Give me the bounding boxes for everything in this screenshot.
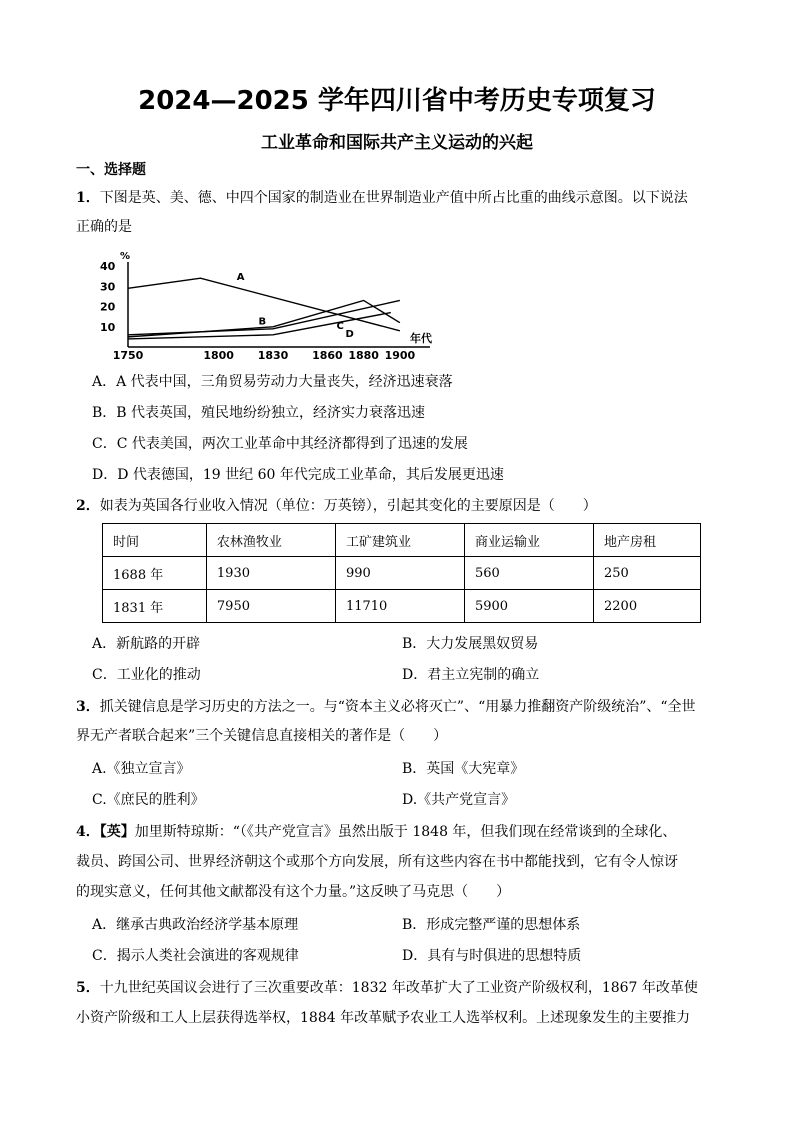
manufacturing-share-chart bbox=[100, 252, 460, 362]
y-axis-unit-label: % bbox=[120, 252, 131, 262]
income-table bbox=[102, 523, 701, 623]
table-cell: 1930 bbox=[206, 557, 335, 590]
chart-ticks bbox=[100, 252, 433, 362]
question-1-text-1: 下图是英、美、德、中四个国家的制造业在世界制造业产值中所占比重的曲线示意图。以下说法 bbox=[99, 190, 688, 206]
x-axis-label: 年代 bbox=[410, 332, 432, 345]
question-1-option-c[interactable]: C．C 代表美国，两次工业革命中其经济都得到了迅速的发展 bbox=[92, 436, 468, 452]
question-3-option-b[interactable]: B．英国《大宪章》 bbox=[402, 761, 525, 777]
section-heading: 一、选择题 bbox=[76, 162, 146, 178]
x-tick-label: 1830 bbox=[257, 349, 289, 362]
table-header-cell: 商业运输业 bbox=[464, 524, 593, 557]
chart-series bbox=[128, 278, 400, 339]
question-2-number: 2． bbox=[76, 498, 100, 514]
page-subtitle: 工业革命和国际共产主义运动的兴起 bbox=[261, 133, 533, 153]
question-1-option-a[interactable]: A．A 代表中国，三角贸易劳动力大量丧失，经济迅速衰落 bbox=[92, 374, 453, 390]
question-5-stem-line-1 bbox=[76, 978, 698, 998]
question-2-option-a[interactable]: A．新航路的开辟 bbox=[92, 636, 201, 652]
table-header-cell: 农林渔牧业 bbox=[206, 524, 335, 557]
question-2-stem bbox=[76, 496, 597, 516]
table-cell: 250 bbox=[594, 557, 701, 590]
question-3-option-d[interactable]: D.《共产党宣言》 bbox=[402, 792, 516, 808]
question-4-number: 4． bbox=[76, 824, 100, 840]
table-cell: 1831 年 bbox=[103, 590, 207, 623]
question-4-stem-line-2: 裁员、跨国公司、世界经济朝这个或那个方向发展，所有这些内容在书中都能找到，它有令人惊讶 bbox=[76, 854, 678, 870]
question-1-number: 1． bbox=[76, 190, 100, 206]
x-tick-label: 1900 bbox=[384, 349, 416, 362]
table-cell: 2200 bbox=[594, 590, 701, 623]
table-cell: 5900 bbox=[464, 590, 593, 623]
question-4-text-1: 加里斯特琼斯：“（《共产党宣言》虽然出版于 1848 年，但我们现在经常谈到的全球化、 bbox=[134, 824, 677, 840]
series-label-b: B bbox=[258, 316, 267, 328]
table-header-cell: 地产房租 bbox=[594, 524, 701, 557]
question-2-text: 如表为英国各行业收入情况（单位：万英镑），引起其变化的主要原因是（ ） bbox=[99, 498, 597, 514]
question-3-option-c[interactable]: C.《庶民的胜利》 bbox=[92, 792, 205, 808]
x-tick-label: 1750 bbox=[112, 349, 144, 362]
table-header-row bbox=[103, 524, 701, 557]
question-1-stem-line-1 bbox=[76, 188, 688, 208]
question-4-option-d[interactable]: D．具有与时俱进的思想特质 bbox=[402, 948, 582, 964]
question-4-option-b[interactable]: B．形成完整严谨的思想体系 bbox=[402, 917, 581, 933]
y-tick-label: 10 bbox=[100, 320, 116, 334]
table-header-cell: 时间 bbox=[103, 524, 207, 557]
table-cell: 1688 年 bbox=[103, 557, 207, 590]
series-label-c: C bbox=[336, 320, 344, 332]
question-2-option-c[interactable]: C．工业化的推动 bbox=[92, 667, 201, 683]
question-1-option-b[interactable]: B．B 代表英国，殖民地纷纷独立，经济实力衰落迅速 bbox=[92, 405, 426, 421]
question-4-stem-line-1 bbox=[76, 822, 676, 842]
question-3-option-a[interactable]: A.《独立宣言》 bbox=[92, 761, 191, 777]
x-tick-label: 1880 bbox=[348, 349, 379, 362]
page-title: 2024—2025 学年四川省中考历史专项复习 bbox=[138, 86, 656, 116]
y-tick-label: 40 bbox=[100, 260, 116, 274]
y-tick-label: 30 bbox=[100, 280, 116, 294]
table-cell: 560 bbox=[464, 557, 593, 590]
question-3-stem-line-1 bbox=[76, 697, 696, 717]
question-5-stem-line-2: 小资产阶级和工人上层获得选举权，1884 年改革赋予农业工人选举权利。上述现象发生的主要推力 bbox=[76, 1010, 691, 1026]
question-1-stem-line-2: 正确的是 bbox=[76, 219, 132, 235]
question-3-number: 3． bbox=[76, 699, 100, 715]
table-cell: 7950 bbox=[206, 590, 335, 623]
question-4-stem-line-3: 的现实意义，任何其他文献都没有这个力量。”这反映了马克思（ ） bbox=[76, 884, 511, 900]
table-row bbox=[103, 590, 701, 623]
table-header-cell: 工矿建筑业 bbox=[335, 524, 464, 557]
question-5-number: 5． bbox=[76, 980, 100, 996]
question-4-tag: 【英】 bbox=[99, 824, 135, 840]
x-tick-label: 1800 bbox=[203, 349, 234, 362]
question-4-option-a[interactable]: A．继承古典政治经济学基本原理 bbox=[92, 917, 299, 933]
question-4-option-c[interactable]: C．揭示人类社会演进的客观规律 bbox=[92, 948, 299, 964]
table-cell: 11710 bbox=[335, 590, 464, 623]
question-5-text-1: 十九世纪英国议会进行了三次重要改革：1832 年改革扩大了工业资产阶级权利，1867 年改革使 bbox=[99, 980, 698, 996]
x-tick-label: 1860 bbox=[312, 349, 343, 362]
question-1-option-d[interactable]: D．D 代表德国，19 世纪 60 年代完成工业革命，其后发展更迅速 bbox=[92, 467, 504, 483]
y-tick-label: 20 bbox=[100, 300, 116, 314]
table-row bbox=[103, 557, 701, 590]
series-label-d: D bbox=[345, 328, 354, 340]
question-3-text-1: 抓关键信息是学习历史的方法之一。与“资本主义必将灭亡”、“用暴力推翻资产阶级统治”、“全世 bbox=[99, 699, 696, 715]
question-3-stem-line-2: 界无产者联合起来”三个关键信息直接相关的著作是（ ） bbox=[76, 728, 448, 744]
question-2-option-d[interactable]: D．君主立宪制的确立 bbox=[402, 667, 540, 683]
question-2-option-b[interactable]: B．大力发展黑奴贸易 bbox=[402, 636, 539, 652]
table-cell: 990 bbox=[335, 557, 464, 590]
series-label-a: A bbox=[236, 272, 245, 284]
